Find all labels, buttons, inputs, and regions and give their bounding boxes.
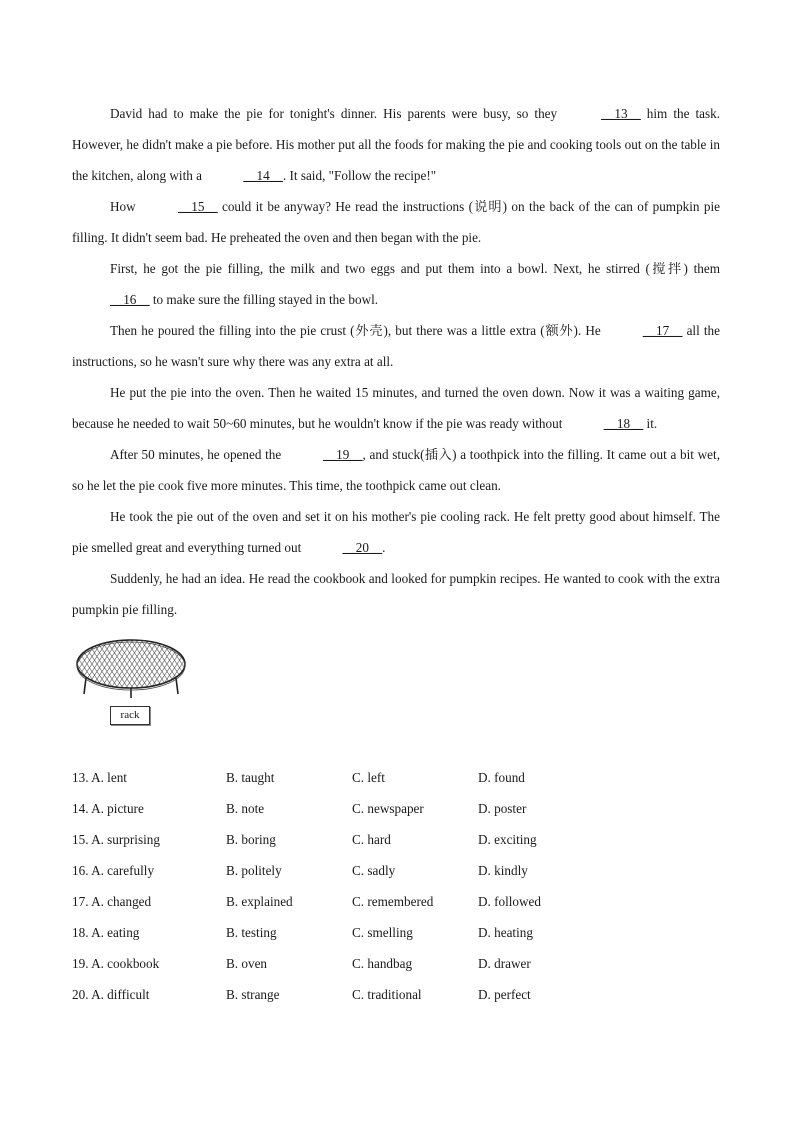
option-text: B. testing bbox=[226, 924, 277, 940]
passage-text: He put the pie into the oven. Then he waited 15 minutes, and turned the oven down. Now it was a waiting game, because he needed to wait 50~60 minutes, but he wouldn't know if the pie was ready without bbox=[72, 385, 720, 431]
option-text: C. left bbox=[352, 769, 385, 785]
passage-text: , and stuck(插入) a toothpick into the filling. It came out a bit wet, so he let the pie cook five more minutes. This time, the toothpick came out clean. bbox=[72, 447, 720, 493]
option-b bbox=[226, 801, 352, 817]
passage-paragraph bbox=[72, 98, 720, 191]
option-text: B. boring bbox=[226, 831, 276, 847]
cooling-rack-icon bbox=[72, 634, 190, 706]
option-d bbox=[478, 863, 598, 879]
question-number: 19. bbox=[72, 955, 89, 971]
option-d bbox=[478, 987, 598, 1003]
passage-text: How bbox=[110, 199, 141, 214]
answer-blank: __20__ bbox=[342, 540, 383, 555]
answer-blank: __16__ bbox=[110, 292, 150, 307]
option-a bbox=[72, 770, 226, 786]
option-b bbox=[226, 863, 352, 879]
option-b bbox=[226, 925, 352, 941]
answer-blank: __17__ bbox=[642, 323, 683, 338]
question-row bbox=[72, 948, 632, 979]
passage-text: Suddenly, he had an idea. He read the cookbook and looked for pumpkin recipes. He wanted to cook with the extra pumpkin pie filling. bbox=[72, 571, 720, 617]
question-row bbox=[72, 855, 632, 886]
option-text: B. note bbox=[226, 800, 265, 816]
passage-text: . bbox=[382, 540, 386, 555]
option-b bbox=[226, 894, 352, 910]
option-b bbox=[226, 956, 352, 972]
option-text: D. poster bbox=[478, 800, 527, 816]
option-text: A. carefully bbox=[91, 862, 155, 878]
answer-blank: __18__ bbox=[603, 416, 644, 431]
option-d bbox=[478, 956, 598, 972]
rack-figure bbox=[72, 634, 190, 726]
passage-paragraph bbox=[72, 563, 720, 625]
option-text: D. heating bbox=[478, 924, 533, 940]
option-b bbox=[226, 987, 352, 1003]
option-d bbox=[478, 801, 598, 817]
option-text: A. difficult bbox=[91, 986, 150, 1002]
option-a bbox=[72, 801, 226, 817]
option-d bbox=[478, 770, 598, 786]
option-text: B. oven bbox=[226, 955, 268, 971]
option-c bbox=[352, 832, 478, 848]
question-row bbox=[72, 917, 632, 948]
option-d bbox=[478, 925, 598, 941]
passage-text: all the instructions, so he wasn't sure why there was any extra at all. bbox=[72, 323, 720, 369]
option-text: D. kindly bbox=[478, 862, 528, 878]
answer-blank: __15__ bbox=[178, 199, 218, 214]
passage-paragraph bbox=[72, 315, 720, 377]
passage-paragraph bbox=[72, 377, 720, 439]
question-number: 17. bbox=[72, 893, 89, 909]
answer-blank: __19__ bbox=[322, 447, 363, 462]
passage-text: He took the pie out of the oven and set it on his mother's pie cooling rack. He felt pretty good about himself. The pie smelled great and everything turned out bbox=[72, 509, 720, 555]
question-number: 13. bbox=[72, 769, 89, 785]
passage-text: First, he got the pie filling, the milk and two eggs and put them into a bowl. Next, he stirred (搅拌) them bbox=[110, 261, 720, 276]
passage-text: David had to make the pie for tonight's dinner. His parents were busy, so they bbox=[110, 106, 564, 121]
question-number: 15. bbox=[72, 831, 89, 847]
option-d bbox=[478, 894, 598, 910]
option-text: A. changed bbox=[91, 893, 152, 909]
question-number: 18. bbox=[72, 924, 89, 940]
option-text: A. eating bbox=[91, 924, 140, 940]
answer-blank: __13__ bbox=[601, 106, 641, 121]
option-d bbox=[478, 832, 598, 848]
option-text: B. taught bbox=[226, 769, 275, 785]
passage-paragraph bbox=[72, 439, 720, 501]
rack-label: rack bbox=[110, 706, 150, 725]
option-text: C. newspaper bbox=[352, 800, 424, 816]
passage-text: to make sure the filling stayed in the bowl. bbox=[149, 292, 379, 307]
option-text: A. picture bbox=[91, 800, 144, 816]
option-text: D. exciting bbox=[478, 831, 537, 847]
option-text: C. smelling bbox=[352, 924, 413, 940]
option-text: A. cookbook bbox=[91, 955, 160, 971]
passage bbox=[72, 98, 720, 625]
passage-paragraph bbox=[72, 191, 720, 253]
option-a bbox=[72, 832, 226, 848]
question-number: 16. bbox=[72, 862, 89, 878]
option-text: D. found bbox=[478, 769, 525, 785]
option-text: A. lent bbox=[91, 769, 127, 785]
question-row bbox=[72, 793, 632, 824]
question-row bbox=[72, 824, 632, 855]
option-text: D. drawer bbox=[478, 955, 531, 971]
answer-blank: __14__ bbox=[243, 168, 283, 183]
passage-text: could it be anyway? He read the instructions (说明) on the back of the can of pumpkin pie filling. It didn't seem bad. He preheated the oven and then began with the pie. bbox=[72, 199, 720, 245]
question-row bbox=[72, 979, 632, 1010]
option-text: C. hard bbox=[352, 831, 391, 847]
option-text: C. sadly bbox=[352, 862, 396, 878]
passage-paragraph bbox=[72, 501, 720, 563]
option-text: C. traditional bbox=[352, 986, 422, 1002]
option-c bbox=[352, 987, 478, 1003]
passage-text: him the task. However, he didn't make a pie before. His mother put all the foods for making the pie and cooking tools out on the table in the kitchen, along with a bbox=[72, 106, 721, 183]
option-c bbox=[352, 925, 478, 941]
option-text: B. explained bbox=[226, 893, 293, 909]
option-text: D. followed bbox=[478, 893, 541, 909]
option-c bbox=[352, 770, 478, 786]
passage-text: . It said, "Follow the recipe!" bbox=[282, 168, 437, 183]
option-a bbox=[72, 925, 226, 941]
option-text: A. surprising bbox=[91, 831, 160, 847]
option-text: C. remembered bbox=[352, 893, 434, 909]
passage-text: it. bbox=[643, 416, 658, 431]
options-list bbox=[72, 762, 632, 1010]
passage-text: After 50 minutes, he opened the bbox=[110, 447, 285, 462]
passage-paragraph bbox=[72, 253, 720, 315]
option-a bbox=[72, 956, 226, 972]
option-text: D. perfect bbox=[478, 986, 531, 1002]
passage-text: Then he poured the filling into the pie crust (外壳), but there was a little extra (额外). He bbox=[110, 323, 605, 338]
option-c bbox=[352, 956, 478, 972]
option-c bbox=[352, 894, 478, 910]
option-text: B. strange bbox=[226, 986, 280, 1002]
option-a bbox=[72, 863, 226, 879]
option-a bbox=[72, 987, 226, 1003]
question-row bbox=[72, 762, 632, 793]
question-number: 20. bbox=[72, 986, 89, 1002]
question-number: 14. bbox=[72, 800, 89, 816]
option-c bbox=[352, 801, 478, 817]
option-b bbox=[226, 832, 352, 848]
option-c bbox=[352, 863, 478, 879]
option-text: C. handbag bbox=[352, 955, 413, 971]
option-text: B. politely bbox=[226, 862, 282, 878]
option-b bbox=[226, 770, 352, 786]
option-a bbox=[72, 894, 226, 910]
question-row bbox=[72, 886, 632, 917]
